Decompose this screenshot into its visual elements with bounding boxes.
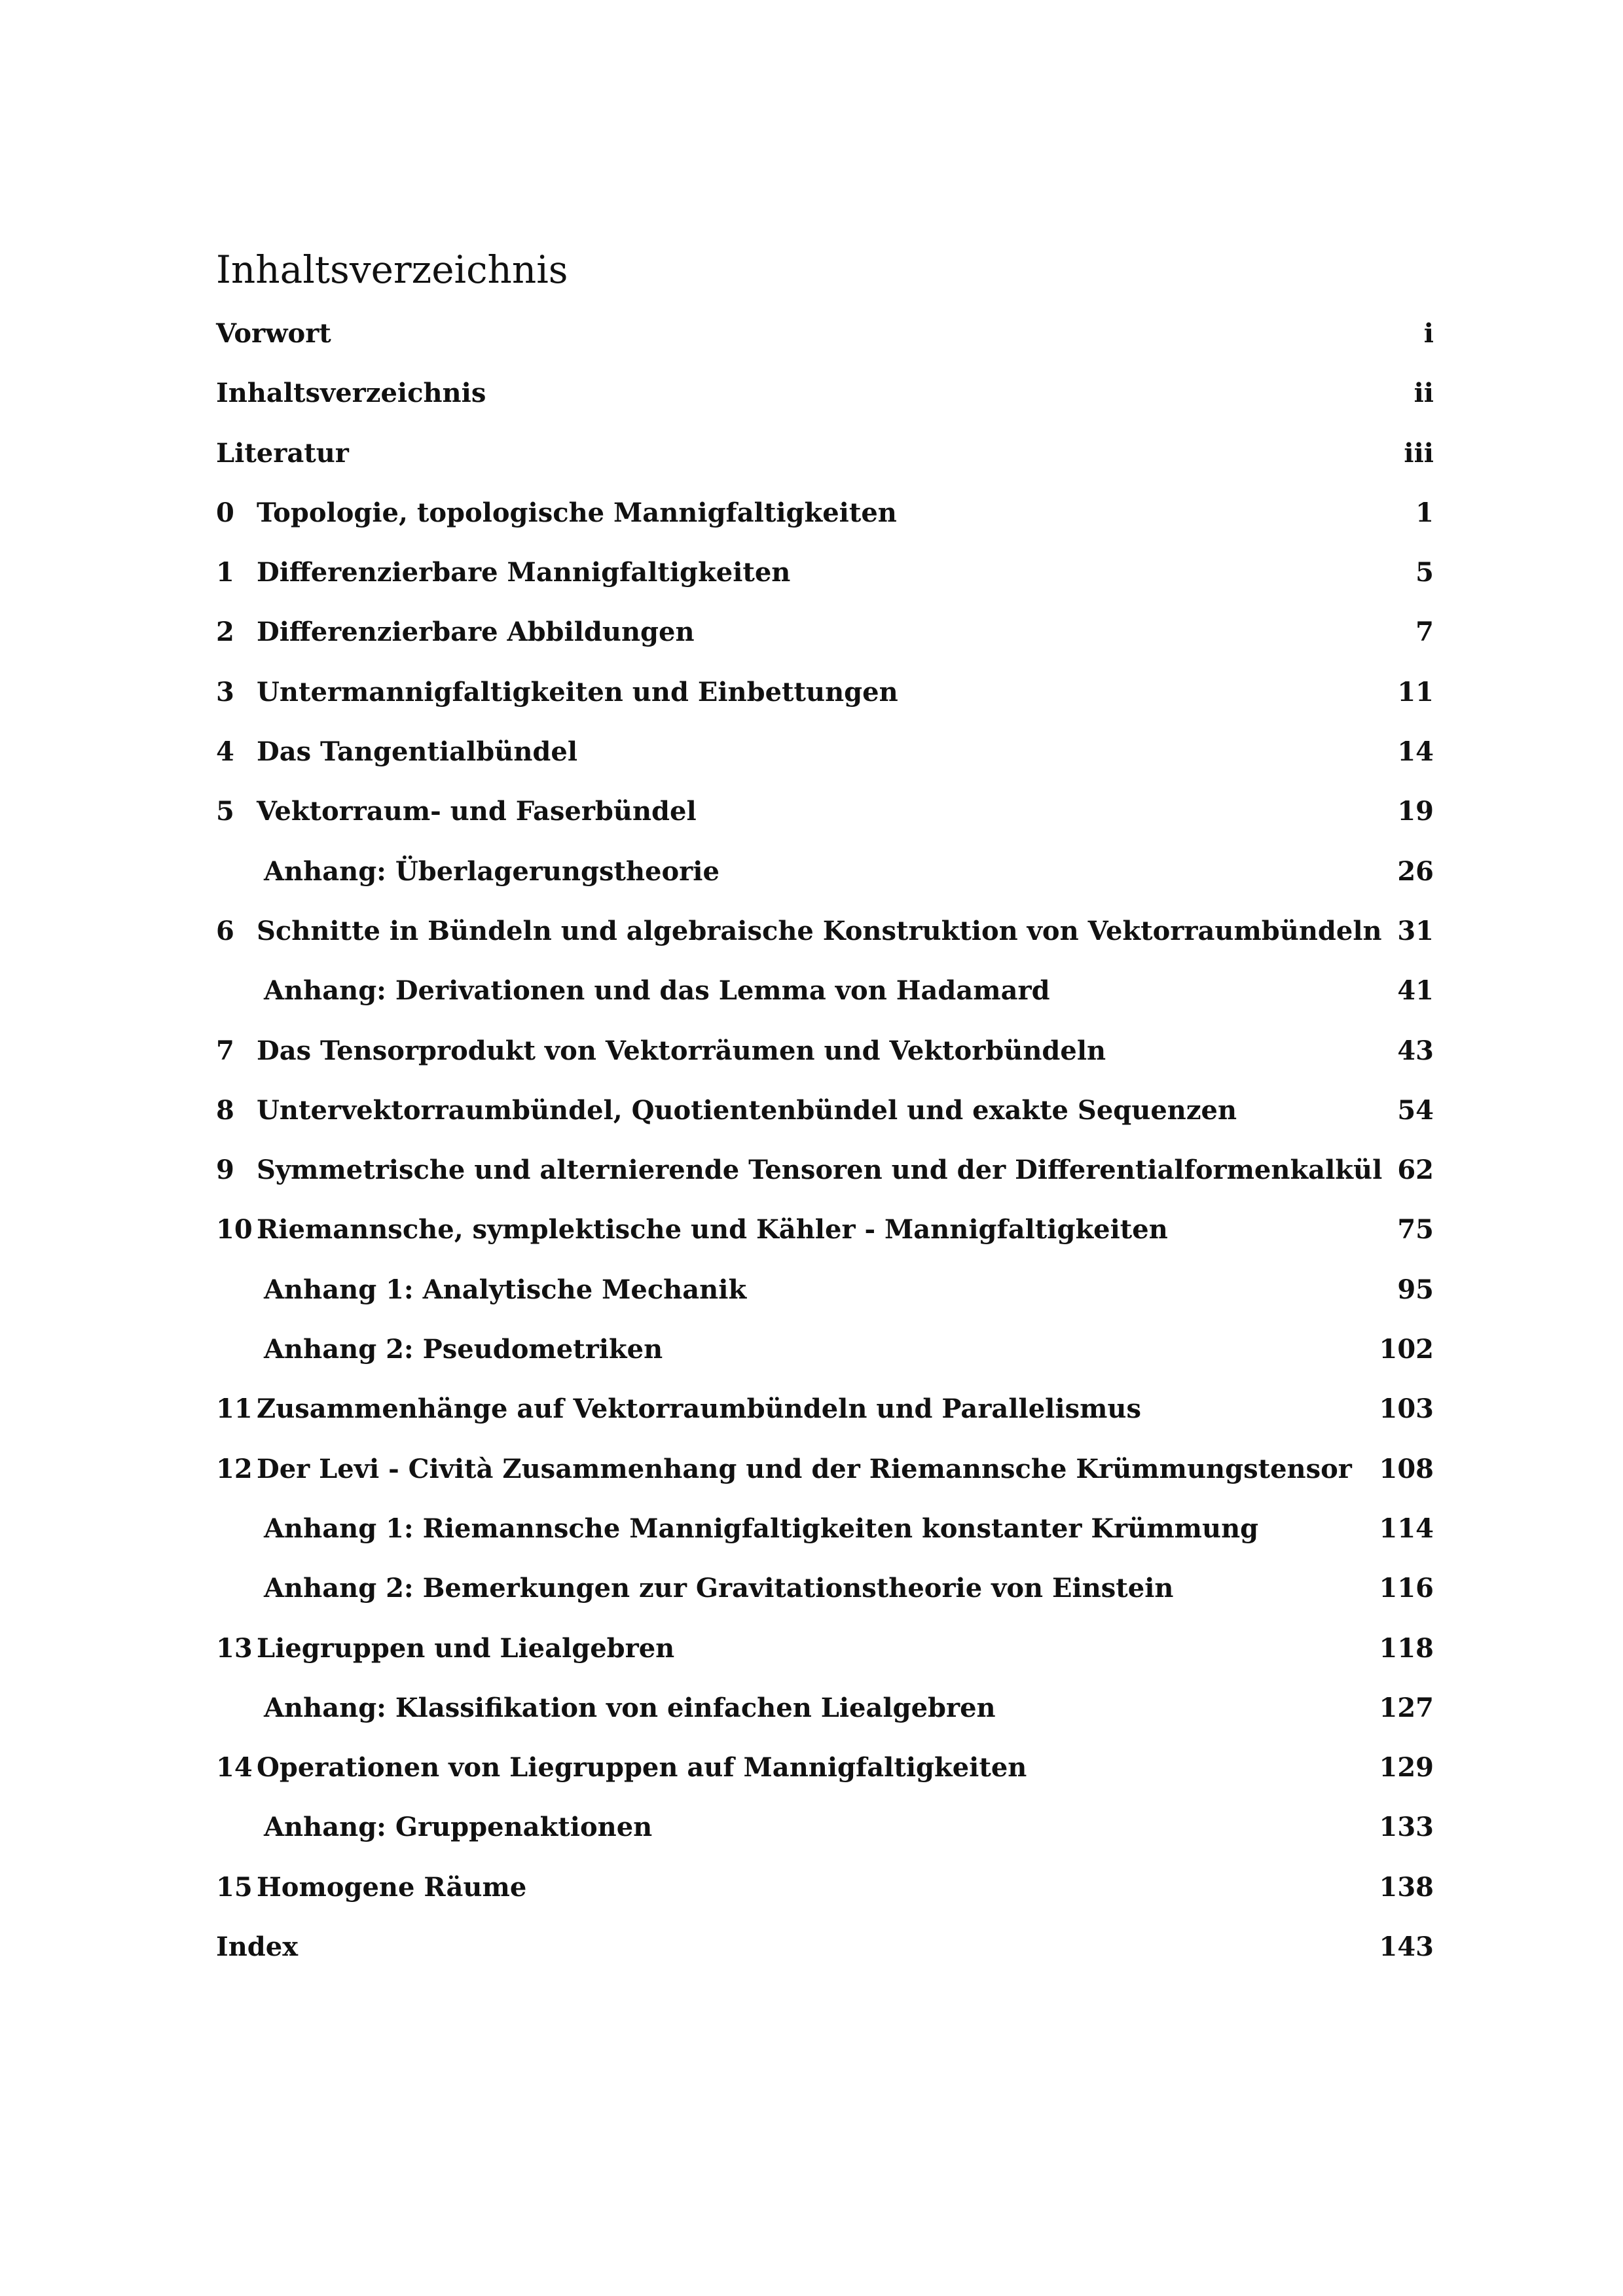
- toc-entry-page: 1: [1415, 497, 1434, 528]
- toc-entry-title: Operationen von Liegruppen auf Mannigfaltigkeiten: [257, 1752, 1027, 1784]
- toc-entry-title: Anhang 1: Analytische Mechanik: [264, 1274, 747, 1305]
- toc-entry-page: 95: [1397, 1274, 1434, 1305]
- toc-entry-title: Anhang 2: Pseudometriken: [264, 1334, 663, 1365]
- toc-entry-page: 26: [1397, 855, 1434, 887]
- toc-entry[interactable]: [216, 491, 1434, 550]
- toc-entry-page: 75: [1397, 1214, 1434, 1246]
- toc-entry[interactable]: [216, 1148, 1434, 1208]
- toc-entry-title: Inhaltsverzeichnis: [216, 378, 486, 409]
- toc-entry[interactable]: [216, 610, 1434, 670]
- toc-entry-title: Anhang 2: Bemerkungen zur Gravitationstheorie von Einstein: [264, 1573, 1174, 1604]
- toc-appendix-entry[interactable]: [216, 1686, 1434, 1746]
- toc-entry-page: 129: [1379, 1752, 1434, 1784]
- toc-entry-number: 12: [216, 1453, 253, 1484]
- toc-entry[interactable]: [216, 1387, 1434, 1446]
- toc-entry-title: Vektorraum- und Faserbündel: [257, 796, 697, 827]
- toc-entry[interactable]: [216, 1626, 1434, 1686]
- toc-entry-title: Anhang: Klassifikation von einfachen Liealgebren: [264, 1692, 996, 1723]
- toc-entry[interactable]: [216, 1925, 1434, 1984]
- toc-entry-title: Anhang: Derivationen und das Lemma von Hadamard: [264, 975, 1050, 1007]
- toc-entry-title: Index: [216, 1931, 299, 1963]
- toc-entry-page: 43: [1397, 1035, 1434, 1066]
- toc-entry-number: 9: [216, 1155, 234, 1186]
- toc-entry-page: 5: [1415, 557, 1434, 588]
- toc-entry-number: 5: [216, 796, 234, 827]
- toc-entry-page: 11: [1397, 676, 1434, 708]
- toc-entry-page: 116: [1379, 1573, 1434, 1604]
- toc-entry[interactable]: [216, 1208, 1434, 1267]
- toc-entry-title: Differenzierbare Abbildungen: [257, 617, 695, 648]
- toc-entry-page: i: [1423, 318, 1434, 349]
- toc-entry-title: Schnitte in Bündeln und algebraische Konstruktion von Vektorraumbündeln: [257, 915, 1382, 946]
- toc-entry[interactable]: [216, 431, 1434, 491]
- toc-appendix-entry[interactable]: [216, 1805, 1434, 1865]
- toc-entry-page: 41: [1397, 975, 1434, 1007]
- toc-entry-title: Anhang: Überlagerungstheorie: [264, 855, 720, 887]
- toc-entry[interactable]: [216, 730, 1434, 789]
- toc-entry-page: ii: [1413, 378, 1434, 409]
- toc-entry-page: 127: [1379, 1692, 1434, 1723]
- toc-entry-number: 13: [216, 1632, 253, 1664]
- table-of-contents: [216, 312, 1434, 1984]
- toc-entry[interactable]: [216, 1029, 1434, 1088]
- toc-entry-page: 138: [1379, 1871, 1434, 1903]
- toc-entry-page: 14: [1397, 736, 1434, 768]
- toc-entry[interactable]: [216, 1865, 1434, 1925]
- toc-appendix-entry[interactable]: [216, 1327, 1434, 1387]
- toc-entry[interactable]: [216, 1447, 1434, 1507]
- toc-entry-page: 133: [1379, 1812, 1434, 1843]
- toc-entry[interactable]: [216, 789, 1434, 849]
- page-title: Inhaltsverzeichnis: [216, 247, 568, 292]
- toc-entry-title: Anhang: Gruppenaktionen: [264, 1812, 653, 1843]
- toc-entry-page: 118: [1379, 1632, 1434, 1664]
- toc-entry[interactable]: [216, 1746, 1434, 1805]
- toc-entry-number: 1: [216, 557, 234, 588]
- toc-appendix-entry[interactable]: [216, 1268, 1434, 1327]
- toc-entry-number: 4: [216, 736, 234, 768]
- toc-entry[interactable]: [216, 1088, 1434, 1148]
- toc-entry-number: 14: [216, 1752, 253, 1784]
- toc-entry-number: 15: [216, 1871, 253, 1903]
- toc-entry-title: Das Tangentialbündel: [257, 736, 578, 768]
- toc-entry-page: 102: [1379, 1334, 1434, 1365]
- toc-entry-page: 103: [1379, 1393, 1434, 1425]
- toc-entry[interactable]: [216, 550, 1434, 610]
- toc-entry-title: Untervektorraumbündel, Quotientenbündel und exakte Sequenzen: [257, 1094, 1237, 1126]
- toc-entry-page: 7: [1415, 617, 1434, 648]
- toc-entry-title: Topologie, topologische Mannigfaltigkeiten: [257, 497, 897, 528]
- toc-appendix-entry[interactable]: [216, 850, 1434, 909]
- toc-appendix-entry[interactable]: [216, 969, 1434, 1028]
- toc-entry-title: Untermannigfaltigkeiten und Einbettungen: [257, 676, 898, 708]
- toc-entry-page: 108: [1379, 1453, 1434, 1484]
- toc-entry-page: 62: [1397, 1155, 1434, 1186]
- toc-entry-number: 3: [216, 676, 234, 708]
- toc-entry-title: Das Tensorprodukt von Vektorräumen und Vektorbündeln: [257, 1035, 1106, 1066]
- toc-entry-title: Symmetrische und alternierende Tensoren und der Differentialformenkalkül: [257, 1155, 1383, 1186]
- toc-entry-title: Literatur: [216, 437, 349, 469]
- toc-entry-page: 143: [1379, 1931, 1434, 1963]
- toc-entry[interactable]: [216, 312, 1434, 371]
- toc-entry-page: 19: [1397, 796, 1434, 827]
- toc-entry-title: Vorwort: [216, 318, 331, 349]
- toc-entry-title: Anhang 1: Riemannsche Mannigfaltigkeiten konstanter Krümmung: [264, 1513, 1259, 1544]
- toc-appendix-entry[interactable]: [216, 1566, 1434, 1626]
- toc-entry-title: Homogene Räume: [257, 1871, 527, 1903]
- toc-entry[interactable]: [216, 371, 1434, 431]
- toc-entry-number: 6: [216, 915, 234, 946]
- toc-entry-page: iii: [1404, 437, 1434, 469]
- toc-entry[interactable]: [216, 909, 1434, 969]
- toc-entry[interactable]: [216, 670, 1434, 730]
- toc-entry-number: 8: [216, 1094, 234, 1126]
- toc-entry-title: Differenzierbare Mannigfaltigkeiten: [257, 557, 791, 588]
- toc-entry-number: 11: [216, 1393, 253, 1425]
- toc-entry-title: Der Levi - Cività Zusammenhang und der Riemannsche Krümmungstensor: [257, 1453, 1352, 1484]
- toc-entry-number: 2: [216, 617, 234, 648]
- toc-entry-number: 0: [216, 497, 234, 528]
- toc-entry-page: 54: [1397, 1094, 1434, 1126]
- toc-entry-title: Liegruppen und Liealgebren: [257, 1632, 675, 1664]
- toc-entry-number: 7: [216, 1035, 234, 1066]
- toc-entry-title: Riemannsche, symplektische und Kähler - Mannigfaltigkeiten: [257, 1214, 1168, 1246]
- toc-entry-page: 31: [1397, 915, 1434, 946]
- toc-entry-number: 10: [216, 1214, 253, 1246]
- toc-appendix-entry[interactable]: [216, 1507, 1434, 1566]
- toc-entry-title: Zusammenhänge auf Vektorraumbündeln und Parallelismus: [257, 1393, 1142, 1425]
- toc-entry-page: 114: [1379, 1513, 1434, 1544]
